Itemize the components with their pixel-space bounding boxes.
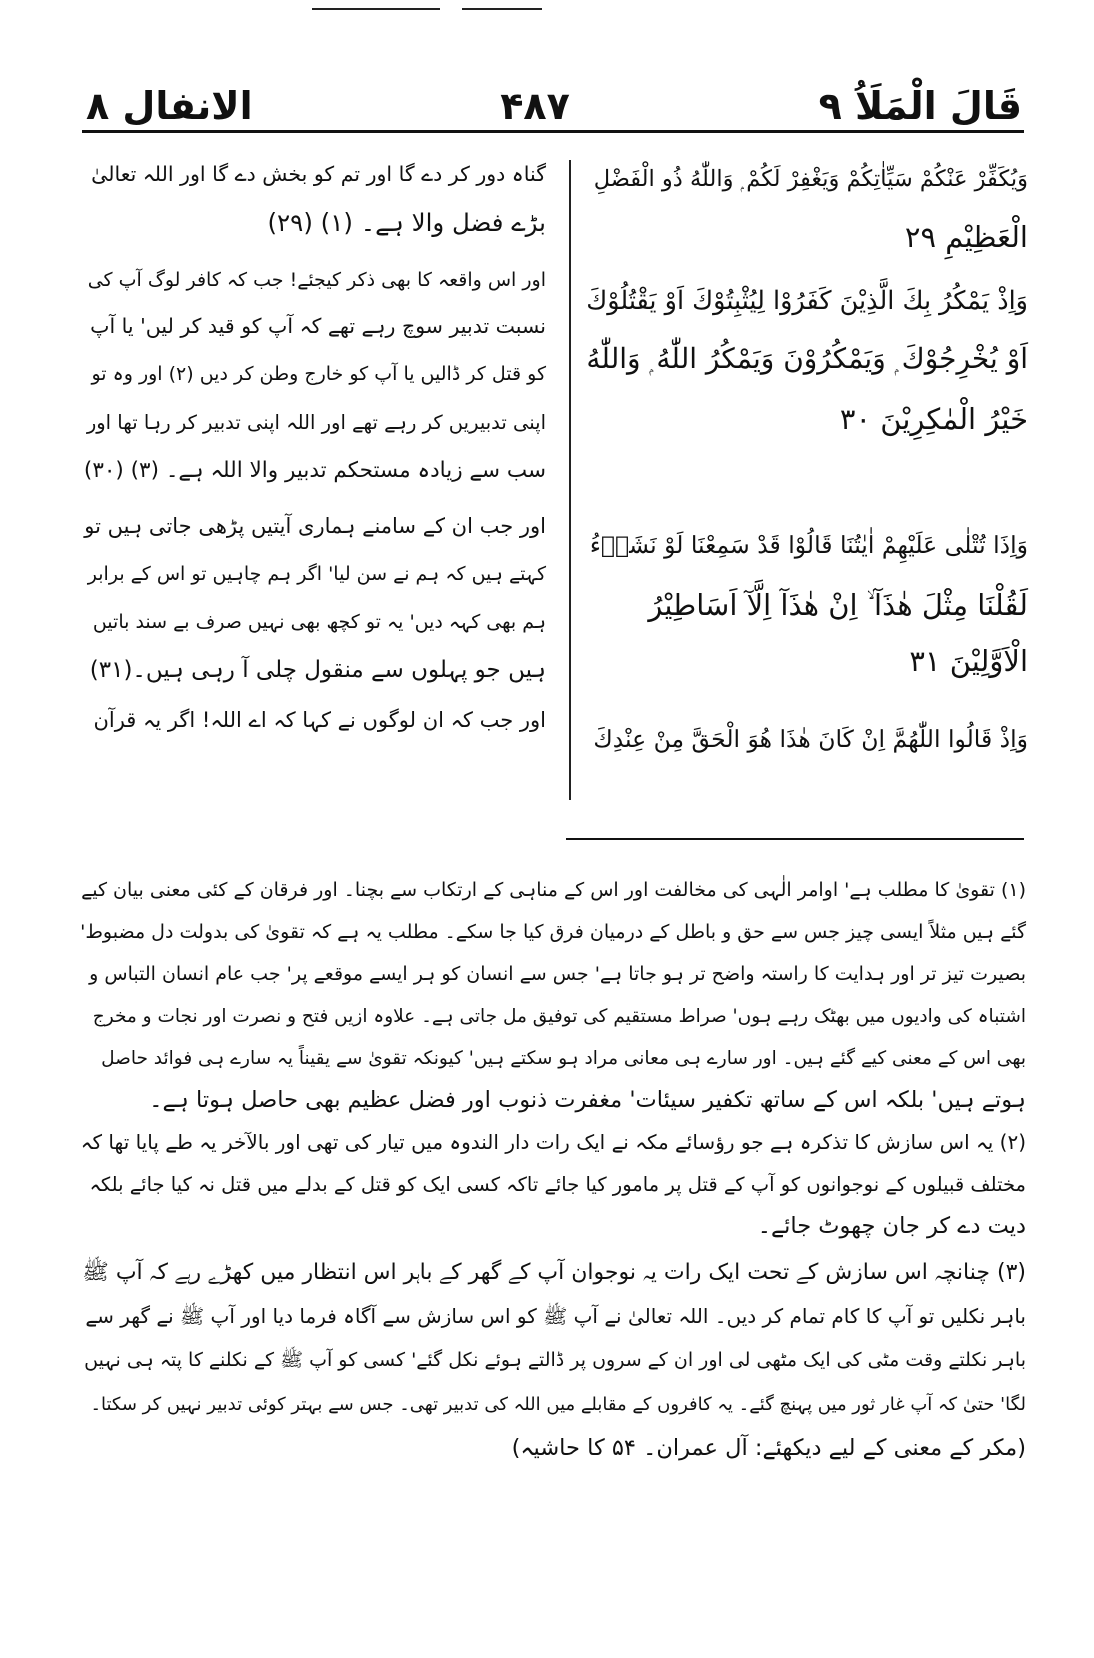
footnote-line: باہر نکلتے وقت مٹی کی ایک مٹھی لی اور ان کے سروں پر ڈالتے ہوئے نکل گئے' کسی کو آپ ﷺ کے نکلنے کا پتہ ہی نہیں [84,1349,1026,1371]
arabic-line: وَاِذْ يَمْكُرُ بِكَ الَّذِيْنَ كَفَرُوْا لِيُثْبِتُوْكَ اَوْ يَقْتُلُوْكَ [586,286,1028,316]
footnote-line: بھی اس کے معنی کیے گئے ہیں۔ اور سارے ہی معانی مراد ہو سکتے ہیں' کیونکہ تقویٰ سے یقیناً یہ سارے ہی فوائد حاصل [101,1048,1026,1069]
footnote-line: مختلف قبیلوں کے نوجوانوں کو آپ کے قتل پر مامور کیا جائے تاکہ کسی ایک کو قتل کے بدلے میں قتل نہ کیا جائے بلکہ [89,1173,1026,1196]
top-edge-mark-right [462,8,542,10]
footnote-line: دیت دے کر جان چھوٹ جائے۔ [757,1213,1026,1239]
column-divider [569,160,571,800]
page-number: ۴۸۷ [500,84,570,128]
footnote-line: گئے ہیں مثلاً ایسی چیز جس سے حق و باطل کے درمیان فرق کیا جا سکے۔ مطلب یہ ہے کہ تقویٰ کی بدولت دل مضبوط' [80,921,1026,943]
urdu-line: گناہ دور کر دے گا اور تم کو بخش دے گا اور اللہ تعالیٰ [91,162,546,186]
footnote-line: ہوتے ہیں' بلکہ اس کے ساتھ تکفیر سیئات' مغفرت ذنوب اور فضل عظیم بھی حاصل ہوتا ہے۔ [149,1087,1026,1113]
arabic-line: الْاَوَّلِيْنَ ۳۱ [909,644,1028,678]
arabic-line: وَاِذْ قَالُوا اللّٰهُمَّ اِنْ كَانَ هٰذَا هُوَ الْحَقَّ مِنْ عِنْدِكَ [593,725,1028,753]
urdu-line: اور جب کہ ان لوگوں نے کہا کہ اے اللہ! اگر یہ قرآن [93,708,546,732]
urdu-line: ہم بھی کہہ دیں' یہ تو کچھ بھی نہیں صرف بے سند باتیں [92,611,546,633]
urdu-line: اور اس واقعہ کا بھی ذکر کیجئے! جب کہ کافر لوگ آپ کی [87,269,546,291]
footnote-rule [566,838,1024,840]
urdu-line: اور جب ان کے سامنے ہماری آیتیں پڑھی جاتی ہیں تو [84,514,546,538]
urdu-line: اپنی تدبیریں کر رہے تھے اور اللہ اپنی تدبیر کر رہا تھا اور [86,411,546,434]
top-edge-mark-left [312,8,440,10]
arabic-line: وَيُكَفِّرْ عَنْكُمْ سَيِّاٰتِكُمْ وَيَغْفِرْ لَكُمْ ۭ وَاللّٰهُ ذُو الْفَضْلِ [593,166,1028,192]
juz-title: قَالَ الْمَلَاُ ٩ [818,84,1022,128]
urdu-line: ہیں جو پہلوں سے منقول چلی آ رہی ہیں۔(۳۱) [89,657,546,683]
urdu-line: کو قتل کر ڈالیں یا آپ کو خارج وطن کر دیں (۲) اور وہ تو [91,363,546,385]
arabic-line: خَيْرُ الْمٰكِرِيْنَ ۳۰ [839,402,1028,436]
urdu-line: سب سے زیادہ مستحکم تدبیر والا اللہ ہے۔ (۳) (۳۰) [83,458,546,483]
footnote-line: لگا' حتیٰ کہ آپ غار ثور میں پہنچ گئے۔ یہ کافروں کے مقابلے میں اللہ کی تدبیر تھی۔ جس سے بہتر کوئی تدبیر نہیں کر سکتا۔ [90,1394,1026,1415]
urdu-line: کہتے ہیں کہ ہم نے سن لیا' اگر ہم چاہیں تو اس کے برابر [87,563,546,585]
footnote-line: بصیرت تیز تر اور ہدایت کا راستہ واضح تر ہو جاتا ہے' جس سے انسان کو ہر ایسے موقعے پر' جب عام انسان التباس و [89,963,1026,985]
footnote-line: اشتباہ کی وادیوں میں بھٹک رہے ہوں' صراط مستقیم کی توفیق مل جاتی ہے۔ علاوہ ازیں فتح و نصرت اور نجات و مخرج [92,1006,1026,1027]
header-rule [82,130,1024,133]
footnote-line: (۳) چنانچہ اس سازش کے تحت ایک رات یہ نوجوان آپ کے گھر کے باہر اس انتظار میں کھڑے رہے کہ آپ ﷺ [82,1260,1026,1285]
urdu-line: نسبت تدبیر سوچ رہے تھے کہ آپ کو قید کر لیں' یا آپ [90,314,546,338]
arabic-line: اَوْ يُخْرِجُوْكَ ۭ وَيَمْكُرُوْنَ وَيَمْكُرُ اللّٰهُ ۭ وَاللّٰهُ [586,342,1028,375]
footnote-line: (۱) تقویٰ کا مطلب ہے' اوامر الٰہی کی مخالفت اور اس کے مناہی کے ارتکاب سے بچنا۔ اور فرقان کے کئی معنی بیان کیے [81,879,1026,901]
arabic-line: الْعَظِيْمِ ۲۹ [904,220,1028,254]
urdu-line: بڑے فضل والا ہے۔ (۱) (۲۹) [267,208,546,237]
arabic-line: وَاِذَا تُتْلٰى عَلَيْهِمْ اٰيٰتُنَا قَالُوْا قَدْ سَمِعْنَا لَوْ نَشَاۗءُ [589,531,1028,559]
arabic-line: لَقُلْنَا مِثْلَ هٰذَآ ۙ اِنْ هٰذَآ اِلَّآ اَسَاطِيْرُ [648,588,1028,622]
footnote-line: باہر نکلیں تو آپ کا کام تمام کر دیں۔ اللہ تعالیٰ نے آپ ﷺ کو اس سازش سے آگاہ فرما دیا اور آپ ﷺ نے گھر سے [85,1304,1026,1328]
footnote-line: (۲) یہ اس سازش کا تذکرہ ہے جو رؤسائے مکہ نے ایک رات دار الندوہ میں تیار کی تھی اور بالآخر یہ طے پایا تھا کہ [80,1130,1026,1154]
surah-title: الانفال ٨ [86,84,253,128]
footnote-line: (مکر کے معنی کے لیے دیکھئے: آل عمران۔ ۵۴ کا حاشیہ) [511,1435,1026,1461]
